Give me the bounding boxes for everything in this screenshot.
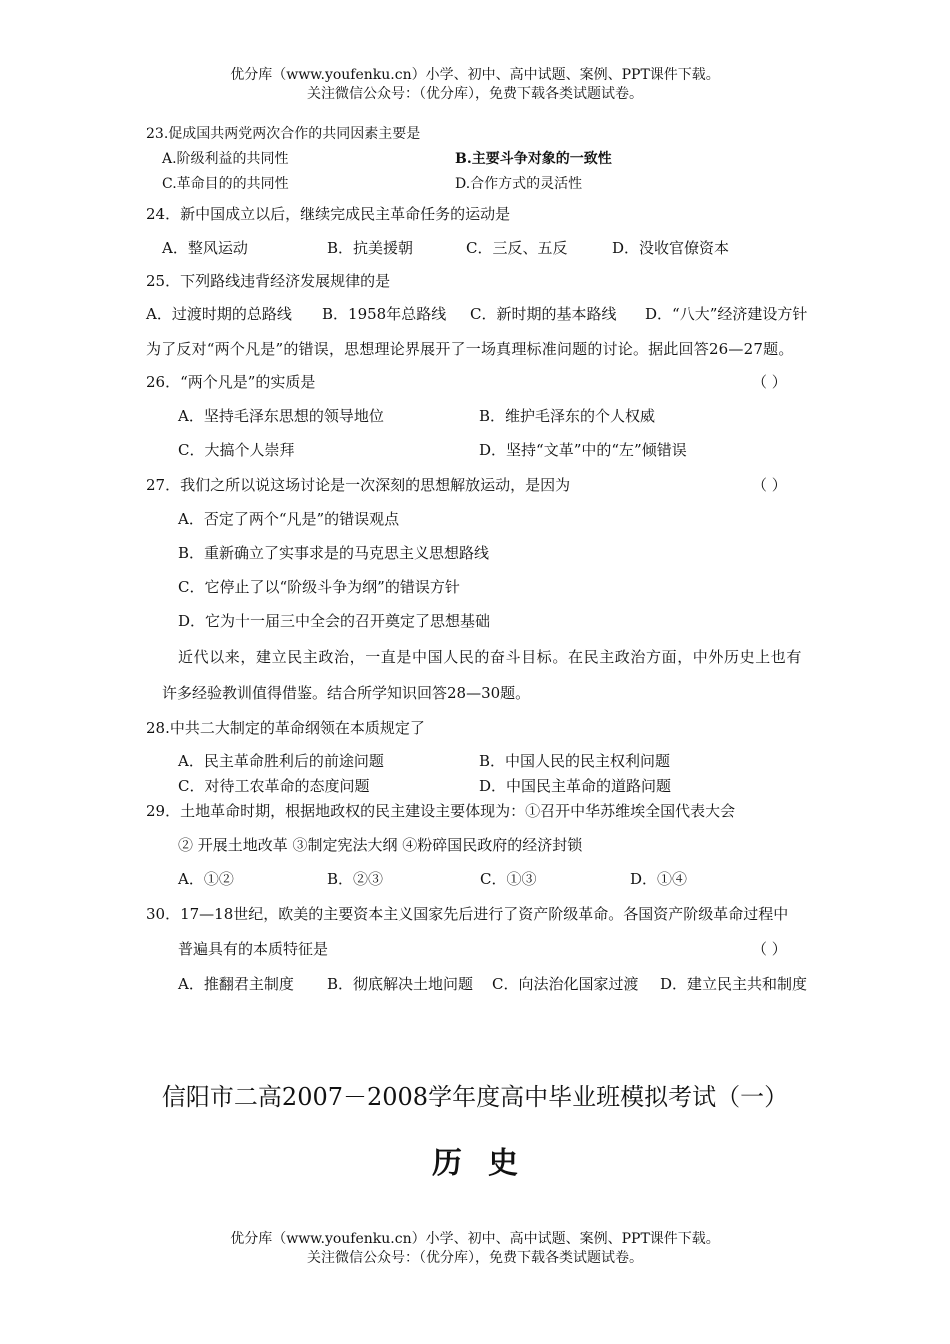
question-27-option-a: A．否定了两个“凡是”的错误观点	[178, 510, 400, 528]
question-26-option-a: A．坚持毛泽东思想的领导地位	[178, 407, 384, 425]
question-23-option-c: C.革命目的的共同性	[162, 176, 289, 192]
question-24-stem: 24．新中国成立以后，继续完成民主革命任务的运动是	[146, 205, 511, 223]
question-29-option-d: D．①④	[630, 870, 688, 888]
question-28-option-c: C．对待工农革命的态度问题	[178, 777, 370, 795]
question-29-stem-line-2: ② 开展土地改革 ③制定宪法大纲 ④粉碎国民政府的经济封锁	[178, 836, 583, 854]
question-26-option-c: C．大搞个人崇拜	[178, 441, 295, 459]
question-23-option-d: D.合作方式的灵活性	[455, 176, 583, 192]
question-25-stem: 25．下列路线违背经济发展规律的是	[146, 272, 391, 290]
question-30-option-a: A．推翻君主制度	[178, 975, 294, 993]
footer-line-2: 关注微信公众号：（优分库），免费下载各类试题试卷。	[307, 1250, 643, 1266]
question-26-option-d: D．坚持“文革”中的“左”倾错误	[479, 441, 687, 459]
question-29-stem: 29．土地革命时期，根据地政权的民主建设主要体现为：①召开中华苏维埃全国代表大会	[146, 802, 736, 820]
footer-line-1: 优分库（www.youfenku.cn）小学、初中、高中试题、案例、PPT课件下载。	[230, 1231, 720, 1247]
header-line-1: 优分库（www.youfenku.cn）小学、初中、高中试题、案例、PPT课件下载。	[230, 67, 720, 83]
question-28-option-b: B．中国人民的民主权利问题	[479, 752, 671, 770]
question-30-stem: 30．17—18世纪，欧美的主要资本主义国家先后进行了资产阶级革命。各国资产阶级革命过程中	[146, 905, 789, 923]
question-28-option-a: A．民主革命胜利后的前途问题	[178, 752, 384, 770]
question-26-option-b: B．维护毛泽东的个人权威	[479, 407, 656, 425]
intro-28-30-line-1: 近代以来，建立民主政治，一直是中国人民的奋斗目标。在民主政治方面，中外历史上也有	[178, 648, 803, 666]
question-25-option-a: A．过渡时期的总路线	[146, 305, 292, 323]
question-28-stem: 28.中共二大制定的革命纲领在本质规定了	[146, 719, 425, 737]
question-28-option-d: D．中国民主革命的道路问题	[479, 777, 672, 795]
question-27-option-b: B．重新确立了实事求是的马克思主义思想路线	[178, 544, 490, 562]
question-25-option-b: B．1958年总路线	[322, 305, 447, 323]
intro-26-27: 为了反对“两个凡是”的错误，思想理论界展开了一场真理标准问题的讨论。据此回答26—27题。	[146, 340, 794, 358]
question-24-option-c: C．三反、五反	[466, 239, 568, 257]
question-27-answer-blank: （ ）	[752, 476, 787, 494]
question-24-option-a: A．整风运动	[162, 239, 248, 257]
question-27-option-d: D．它为十一届三中全会的召开奠定了思想基础	[178, 612, 491, 630]
question-26-stem: 26．“两个凡是”的实质是	[146, 373, 316, 391]
exam-title: 信阳市二高2007－2008学年度高中毕业班模拟考试（一）	[161, 1083, 789, 1111]
question-23-option-b: B.主要斗争对象的一致性	[455, 151, 612, 167]
header-line-2: 关注微信公众号：（优分库），免费下载各类试题试卷。	[307, 86, 643, 102]
question-25-option-d: D．“八大”经济建设方针	[645, 305, 808, 323]
intro-28-30-line-2: 许多经验教训值得借鉴。结合所学知识回答28—30题。	[162, 684, 531, 702]
question-30-option-b: B．彻底解决土地问题	[327, 975, 474, 993]
subject-title: 历史	[432, 1146, 544, 1181]
question-29-option-c: C．①③	[480, 870, 537, 888]
question-29-option-a: A．①②	[178, 870, 234, 888]
question-27-stem: 27．我们之所以说这场讨论是一次深刻的思想解放运动，是因为	[146, 476, 571, 494]
question-24-option-b: B．抗美援朝	[327, 239, 414, 257]
question-23-stem: 23.促成国共两党两次合作的共同因素主要是	[146, 126, 421, 142]
question-30-option-c: C．向法治化国家过渡	[492, 975, 639, 993]
question-29-option-b: B．②③	[327, 870, 384, 888]
question-24-option-d: D．没收官僚资本	[612, 239, 730, 257]
question-27-option-c: C．它停止了以“阶级斗争为纲”的错误方针	[178, 578, 460, 596]
question-23-option-a: A.阶级利益的共同性	[162, 151, 289, 167]
question-25-option-c: C．新时期的基本路线	[470, 305, 617, 323]
question-26-answer-blank: （ ）	[752, 373, 787, 391]
question-30-stem-line-2: 普遍具有的本质特征是	[178, 940, 329, 958]
question-30-option-d: D．建立民主共和制度	[660, 975, 808, 993]
question-30-answer-blank: （ ）	[752, 940, 787, 958]
